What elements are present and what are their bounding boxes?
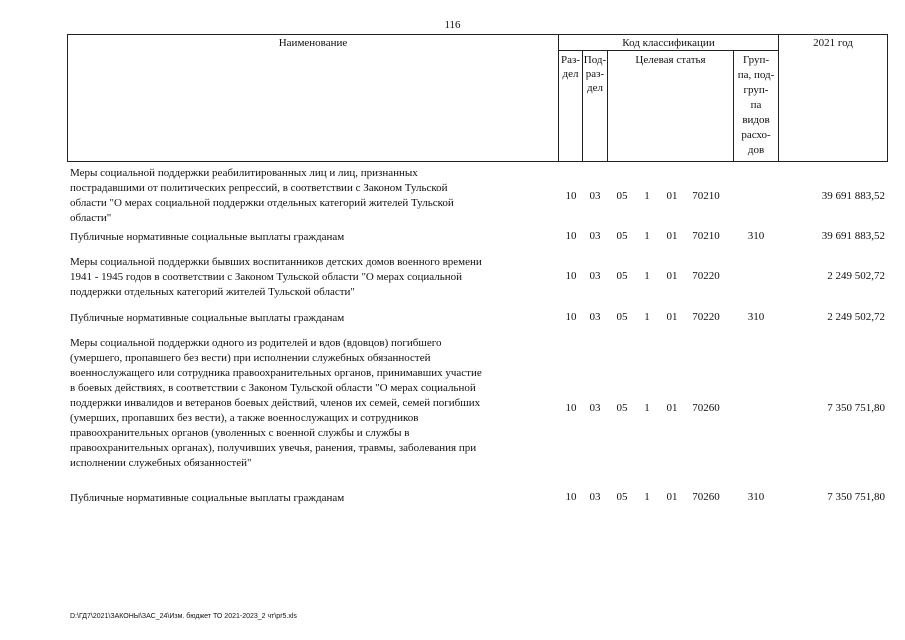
header-podrazdel: Под- раз- дел (583, 54, 607, 94)
cell-podrazdel: 03 (589, 491, 601, 503)
cell-amount: 7 350 751,80 (827, 491, 885, 503)
header-target-article: Целевая статья (635, 54, 706, 66)
cell-target-2: 1 (644, 270, 650, 282)
header-name: Наименование (278, 37, 348, 49)
cell-razdel: 10 (565, 311, 577, 323)
cell-amount: 39 691 883,52 (821, 230, 885, 242)
cell-target-1: 05 (616, 311, 628, 323)
cell-target-2: 1 (644, 230, 650, 242)
cell-target-3: 01 (666, 270, 678, 282)
row-name: Публичные нормативные социальные выплаты гражданам (70, 312, 345, 324)
cell-podrazdel: 03 (589, 311, 601, 323)
file-path-footer: D:\ГД7\2021\ЗАКОНЫ\ЗАС_24\Изм. бюджет ТО 2021-2023_2 чт\pr5.xls (70, 613, 297, 620)
header-divider-group (778, 34, 779, 162)
cell-target-4: 70220 (692, 311, 720, 323)
header-razdel: Раз- дел (560, 54, 580, 80)
cell-target-1: 05 (616, 270, 628, 282)
cell-target-2: 1 (644, 311, 650, 323)
cell-target-3: 01 (666, 190, 678, 202)
cell-target-1: 05 (616, 230, 628, 242)
cell-target-4: 70210 (692, 190, 720, 202)
cell-target-2: 1 (644, 190, 650, 202)
cell-amount: 2 249 502,72 (827, 270, 885, 282)
cell-razdel: 10 (565, 270, 577, 282)
header-year: 2021 год (813, 37, 853, 49)
cell-amount: 39 691 883,52 (821, 190, 885, 202)
cell-razdel: 10 (565, 230, 577, 242)
row-name: Публичные нормативные социальные выплаты гражданам (70, 492, 345, 504)
cell-razdel: 10 (565, 491, 577, 503)
cell-podrazdel: 03 (589, 190, 601, 202)
cell-target-4: 70220 (692, 270, 720, 282)
cell-target-1: 05 (616, 190, 628, 202)
cell-target-3: 01 (666, 311, 678, 323)
cell-target-1: 05 (616, 402, 628, 414)
cell-amount: 7 350 751,80 (827, 402, 885, 414)
cell-razdel: 10 (565, 190, 577, 202)
row-name: Меры социальной поддержки бывших воспитанников детских домов военного времени 1941 - 1945 годов в соответствии с Законом Тульской области "О мерах социальной поддержки отдельных категорий жителей Тульской области" (70, 256, 482, 298)
cell-target-4: 70260 (692, 491, 720, 503)
row-name: Меры социальной поддержки реабилитированных лиц и лиц, признанных пострадавшими от политических репрессий, в соответствии с Законом Тульской области "О мерах социальной поддержки отдельных категорий жителей Тульской области" (70, 167, 454, 224)
header-top-border (67, 34, 888, 35)
cell-target-1: 05 (616, 491, 628, 503)
cell-target-4: 70210 (692, 230, 720, 242)
header-right-border (887, 34, 888, 162)
row-name: Меры социальной поддержки одного из родителей и вдов (вдовцов) погибшего (умершего, пропавшего без вести) при исполнении служебных обязанностей военнослужащего или сотрудника правоохранительных органов, принимавших участие в боевых действиях, в соответствии с Законом Тульской области "О мерах социальной поддержки инвалидов и ветеранов боевых действий, членов их семей, семей погибших (умерших, пропавших без вести), а также военнослужащих и сотрудников правоохранительных органов (уволенных с военной службы и службы в правоохранительных органах), получивших увечья, ранения, травмы, заболевания при исполнении служебных обязанностей" (70, 337, 482, 469)
cell-group: 310 (747, 311, 765, 323)
cell-target-3: 01 (666, 402, 678, 414)
header-expense-group: Груп- па, под- груп- па видов расхо- дов (737, 54, 775, 156)
cell-target-2: 1 (644, 402, 650, 414)
row-name: Публичные нормативные социальные выплаты гражданам (70, 231, 345, 243)
code-subheader-border (558, 50, 778, 51)
cell-target-4: 70260 (692, 402, 720, 414)
cell-podrazdel: 03 (589, 230, 601, 242)
header-code-group: Код классификации (622, 37, 715, 49)
cell-target-3: 01 (666, 230, 678, 242)
header-bottom-border (67, 161, 888, 162)
cell-podrazdel: 03 (589, 402, 601, 414)
cell-group: 310 (747, 230, 765, 242)
cell-target-2: 1 (644, 491, 650, 503)
cell-razdel: 10 (565, 402, 577, 414)
page-number: 116 (444, 19, 461, 31)
cell-target-3: 01 (666, 491, 678, 503)
cell-podrazdel: 03 (589, 270, 601, 282)
cell-group: 310 (747, 491, 765, 503)
cell-amount: 2 249 502,72 (827, 311, 885, 323)
header-left-border (67, 34, 68, 162)
